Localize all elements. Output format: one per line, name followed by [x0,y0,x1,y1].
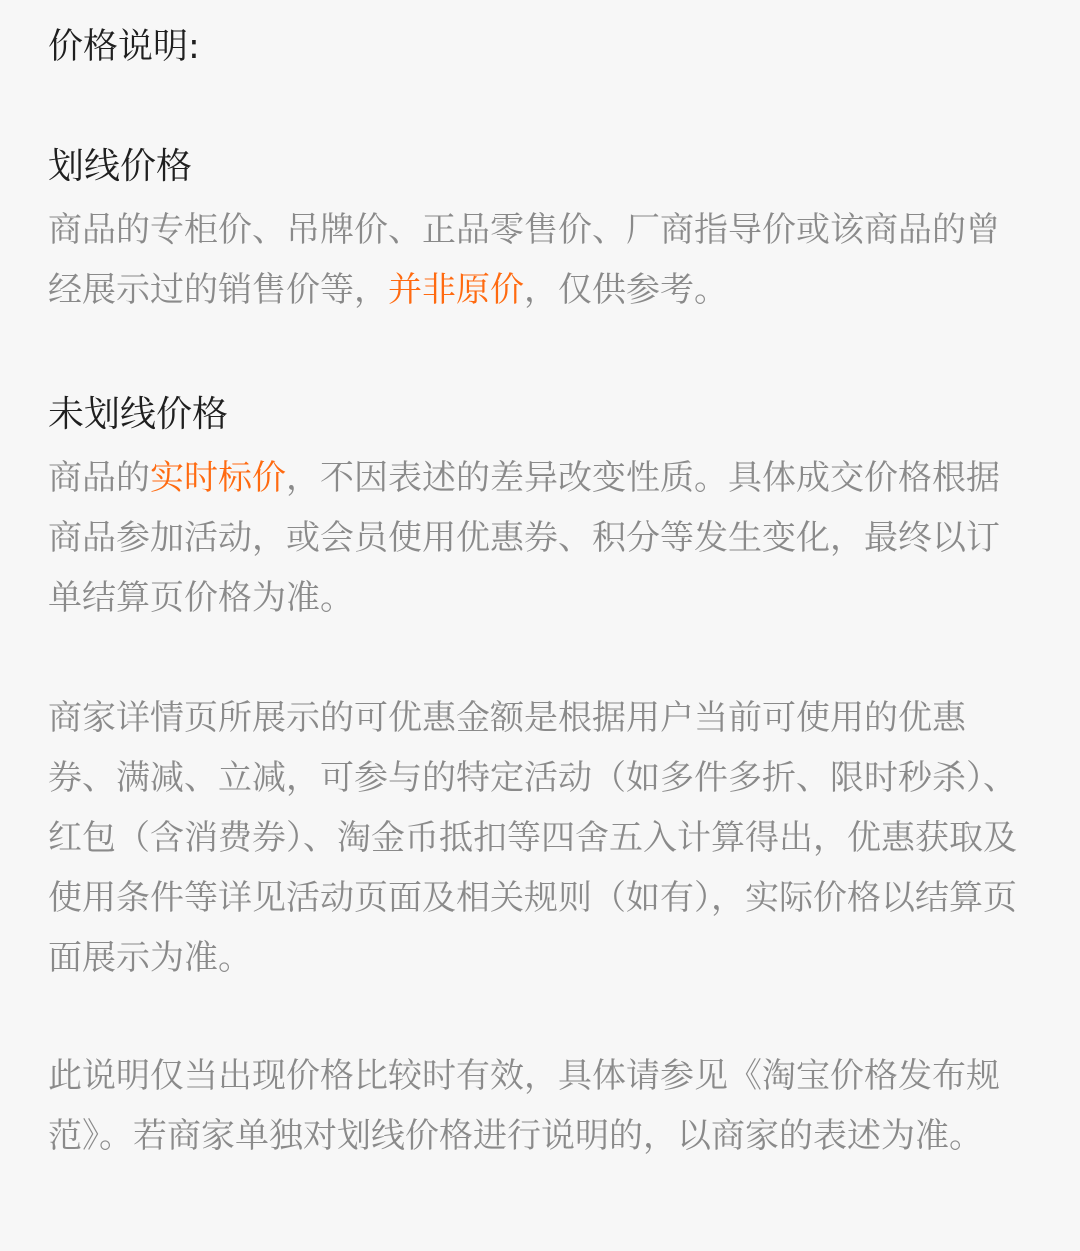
text-segment: ，仅供参考。 [524,270,728,310]
section-non-strikethrough-price [48,390,1032,628]
text-segment: ，不因表述的差异改变性质。具体成交价格根据商品参加活动，或会员使用优惠券、积分等发生变化，最终以订单结算页价格为准。 [48,458,1000,618]
section-heading-non-strikethrough-price: 未划线价格 [48,394,229,435]
highlight-text: 并非原价 [388,270,524,310]
section-text-non-strikethrough-price [48,448,1032,628]
page-title: 价格说明: [48,27,200,67]
discount-explanation-paragraph: 商家详情页所展示的可优惠金额是根据用户当前可使用的优惠券、满减、立减，可参与的特定活动（如多件多折、限时秒杀）、红包（含消费券）、淘金币抵扣等四舍五入计算得出，优惠获取及使用条件等详见活动页面及相关规则（如有），实际价格以结算页面展示为准。 [48,698,1017,978]
section-heading-strikethrough-price: 划线价格 [48,146,193,187]
section-text-strikethrough-price [48,200,1032,320]
section-strikethrough-price [48,142,1032,320]
text-segment: 商品的专柜价、吊牌价、正品零售价、厂商指导价或该商品的曾经展示过的销售价等， [48,210,1000,310]
highlight-text: 实时标价 [150,458,286,498]
validity-note-paragraph: 此说明仅当出现价格比较时有效，具体请参见《淘宝价格发布规范》。若商家单独对划线价格进行说明的，以商家的表述为准。 [48,1056,1000,1156]
text-segment: 商品的 [48,458,150,498]
